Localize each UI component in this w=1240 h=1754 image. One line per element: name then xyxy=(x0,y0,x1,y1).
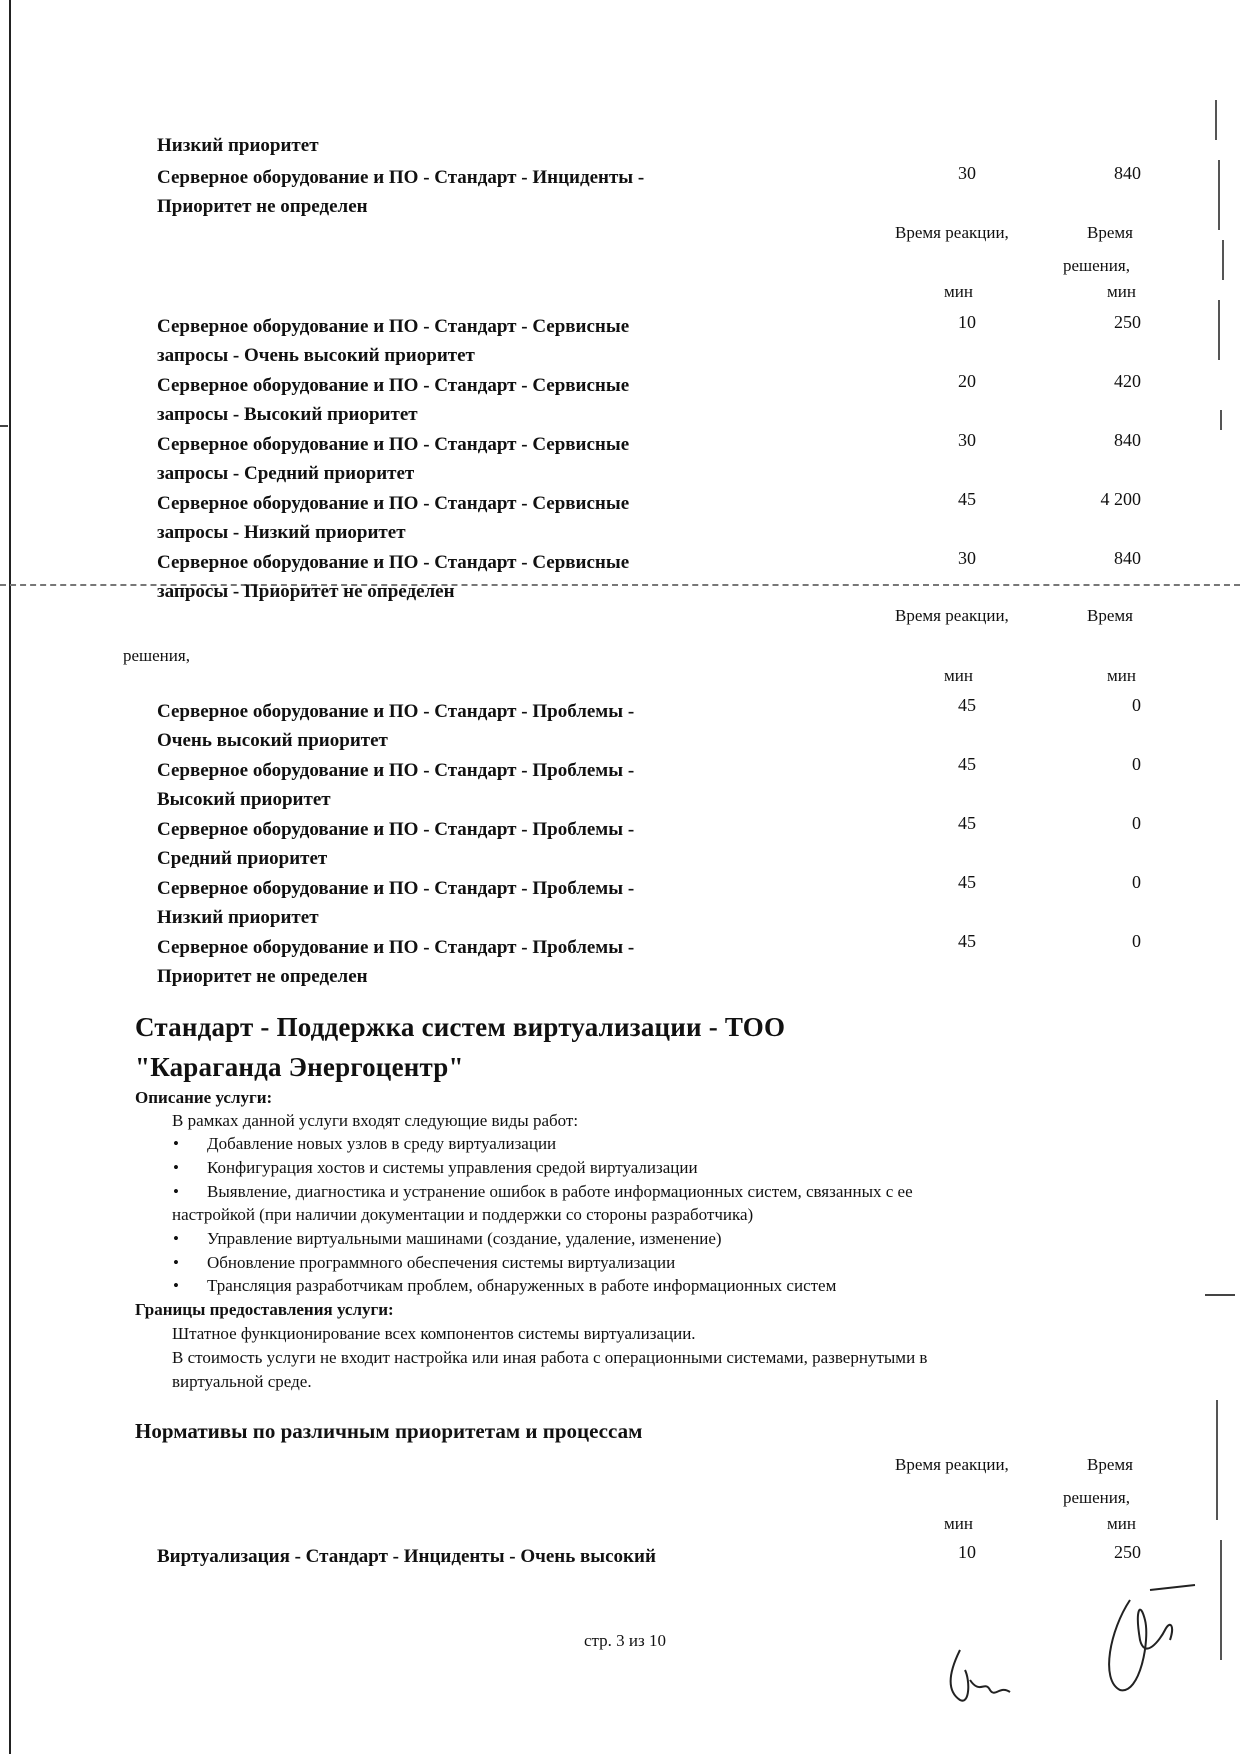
row-name: Высокий приоритет xyxy=(157,789,331,810)
row-name: Приоритет не определен xyxy=(157,966,368,987)
resolution-time-value: 0 xyxy=(1132,754,1141,774)
boundaries-text: виртуальной среде. xyxy=(172,1372,312,1391)
boundaries-heading: Границы предоставления услуги: xyxy=(135,1300,394,1319)
header-reaction-unit: мин xyxy=(944,1514,973,1533)
reaction-time-value: 30 xyxy=(958,548,976,568)
scan-margin-mark xyxy=(0,425,8,427)
resolution-time-value: 0 xyxy=(1132,813,1141,833)
reaction-time-value: 30 xyxy=(958,430,976,450)
norms-heading: Нормативы по различным приоритетам и процессам xyxy=(135,1419,643,1443)
header-reaction: Время реакции, xyxy=(895,1455,1009,1474)
header-reaction: Время реакции, xyxy=(895,223,1009,242)
bullet-text: Обновление программного обеспечения системы виртуализации xyxy=(207,1253,676,1272)
resolution-time-value: 0 xyxy=(1132,695,1141,715)
bullet-item: • Выявление, диагностика и устранение ошибок в работе информационных систем, связанных с ее xyxy=(173,1182,913,1201)
bullet-text: Трансляция разработчикам проблем, обнаруженных в работе информационных систем xyxy=(207,1276,837,1295)
boundaries-text: Штатное функционирование всех компонентов системы виртуализации. xyxy=(172,1324,696,1343)
row-name: запросы - Очень высокий приоритет xyxy=(157,345,475,366)
header-resolution: Время xyxy=(1087,223,1133,242)
reaction-time-value: 10 xyxy=(958,1542,976,1562)
row-name: Приоритет не определен xyxy=(157,196,368,217)
reaction-time-value: 45 xyxy=(958,931,976,951)
bullet-text: Управление виртуальными машинами (создание, удаление, изменение) xyxy=(207,1229,722,1248)
bullet-text: Выявление, диагностика и устранение ошибок в работе информационных систем, связанных с ее xyxy=(207,1182,913,1201)
reaction-time-value: 10 xyxy=(958,312,976,332)
reaction-time-value: 30 xyxy=(958,163,976,183)
scan-margin-mark xyxy=(1222,240,1224,280)
reaction-time-value: 20 xyxy=(958,371,976,391)
resolution-time-value: 840 xyxy=(1114,163,1141,183)
description-intro: В рамках данной услуги входят следующие виды работ: xyxy=(172,1111,579,1130)
row-name: Серверное оборудование и ПО - Стандарт - Сервисные xyxy=(157,552,630,573)
reaction-time-value: 45 xyxy=(958,754,976,774)
header-reaction: Время реакции, xyxy=(895,606,1009,625)
row-name: Средний приоритет xyxy=(157,848,328,869)
row-name: Серверное оборудование и ПО - Стандарт - Проблемы - xyxy=(157,937,635,958)
header-resolution: решения, xyxy=(1063,1488,1130,1507)
row-tail-text: Низкий приоритет xyxy=(157,135,319,156)
signature-image xyxy=(940,1640,1020,1710)
header-reaction-unit: мин xyxy=(944,666,973,685)
row-name: Виртуализация - Стандарт - Инциденты - Очень высокий xyxy=(157,1546,656,1567)
signature-image xyxy=(1090,1580,1200,1700)
scan-margin-mark xyxy=(1218,300,1220,360)
resolution-time-value: 0 xyxy=(1132,931,1141,951)
scan-margin-mark xyxy=(1216,1400,1218,1520)
bullet-item: • Добавление новых узлов в среду виртуализации xyxy=(173,1134,557,1153)
resolution-time-value: 250 xyxy=(1114,1542,1141,1562)
row-name: запросы - Высокий приоритет xyxy=(157,404,418,425)
header-resolution-unit: мин xyxy=(1107,1514,1136,1533)
service-title: "Караганда Энергоцентр" xyxy=(135,1052,464,1082)
row-name: запросы - Средний приоритет xyxy=(157,463,415,484)
scan-margin-mark xyxy=(1220,410,1222,430)
header-resolution-split: решения, xyxy=(123,646,190,665)
header-reaction-unit: мин xyxy=(944,282,973,301)
scan-margin-mark xyxy=(1215,100,1217,140)
bullet-item: • Обновление программного обеспечения системы виртуализации xyxy=(173,1253,676,1272)
resolution-time-value: 4 200 xyxy=(1100,489,1141,509)
bullet-text: Добавление новых узлов в среду виртуализации xyxy=(207,1134,557,1153)
header-resolution-unit: мин xyxy=(1107,666,1136,685)
resolution-time-value: 420 xyxy=(1114,371,1141,391)
description-heading: Описание услуги: xyxy=(135,1088,273,1107)
bullet-item: • Трансляция разработчикам проблем, обнаруженных в работе информационных систем xyxy=(173,1276,837,1295)
header-resolution: решения, xyxy=(1063,256,1130,275)
scan-left-border xyxy=(9,0,11,1754)
row-name: Очень высокий приоритет xyxy=(157,730,388,751)
row-name: Серверное оборудование и ПО - Стандарт - Проблемы - xyxy=(157,819,635,840)
row-name: Серверное оборудование и ПО - Стандарт - Сервисные xyxy=(157,316,630,337)
boundaries-text: В стоимость услуги не входит настройка или иная работа с операционными системами, развернутыми в xyxy=(172,1348,928,1367)
header-resolution: Время xyxy=(1087,606,1133,625)
row-name: Низкий приоритет xyxy=(157,907,319,928)
row-name: Серверное оборудование и ПО - Стандарт - Инциденты - xyxy=(157,167,645,188)
scan-margin-mark xyxy=(1218,160,1220,230)
row-name: запросы - Низкий приоритет xyxy=(157,522,406,543)
bullet-item: • Конфигурация хостов и системы управления средой виртуализации xyxy=(173,1158,698,1177)
reaction-time-value: 45 xyxy=(958,695,976,715)
row-name: Серверное оборудование и ПО - Стандарт - Проблемы - xyxy=(157,760,635,781)
header-resolution: Время xyxy=(1087,1455,1133,1474)
row-name: Серверное оборудование и ПО - Стандарт - Сервисные xyxy=(157,434,630,455)
header-resolution-unit: мин xyxy=(1107,282,1136,301)
reaction-time-value: 45 xyxy=(958,813,976,833)
resolution-time-value: 840 xyxy=(1114,548,1141,568)
reaction-time-value: 45 xyxy=(958,872,976,892)
bullet-continuation: настройкой (при наличии документации и поддержки со стороны разработчика) xyxy=(172,1205,754,1224)
resolution-time-value: 250 xyxy=(1114,312,1141,332)
reaction-time-value: 45 xyxy=(958,489,976,509)
bullet-text: Конфигурация хостов и системы управления средой виртуализации xyxy=(207,1158,698,1177)
resolution-time-value: 0 xyxy=(1132,872,1141,892)
page-number: стр. 3 из 10 xyxy=(584,1631,666,1650)
row-name: Серверное оборудование и ПО - Стандарт - Сервисные xyxy=(157,375,630,396)
row-name: Серверное оборудование и ПО - Стандарт - Сервисные xyxy=(157,493,630,514)
row-name: Серверное оборудование и ПО - Стандарт - Проблемы - xyxy=(157,878,635,899)
row-name: запросы - Приоритет не определен xyxy=(157,581,455,602)
bullet-item: • Управление виртуальными машинами (создание, удаление, изменение) xyxy=(173,1229,722,1248)
service-title: Стандарт - Поддержка систем виртуализации - ТОО xyxy=(135,1012,786,1042)
scan-margin-mark xyxy=(1205,1294,1235,1296)
row-name: Серверное оборудование и ПО - Стандарт - Проблемы - xyxy=(157,701,635,722)
scan-margin-mark xyxy=(1220,1540,1222,1660)
resolution-time-value: 840 xyxy=(1114,430,1141,450)
